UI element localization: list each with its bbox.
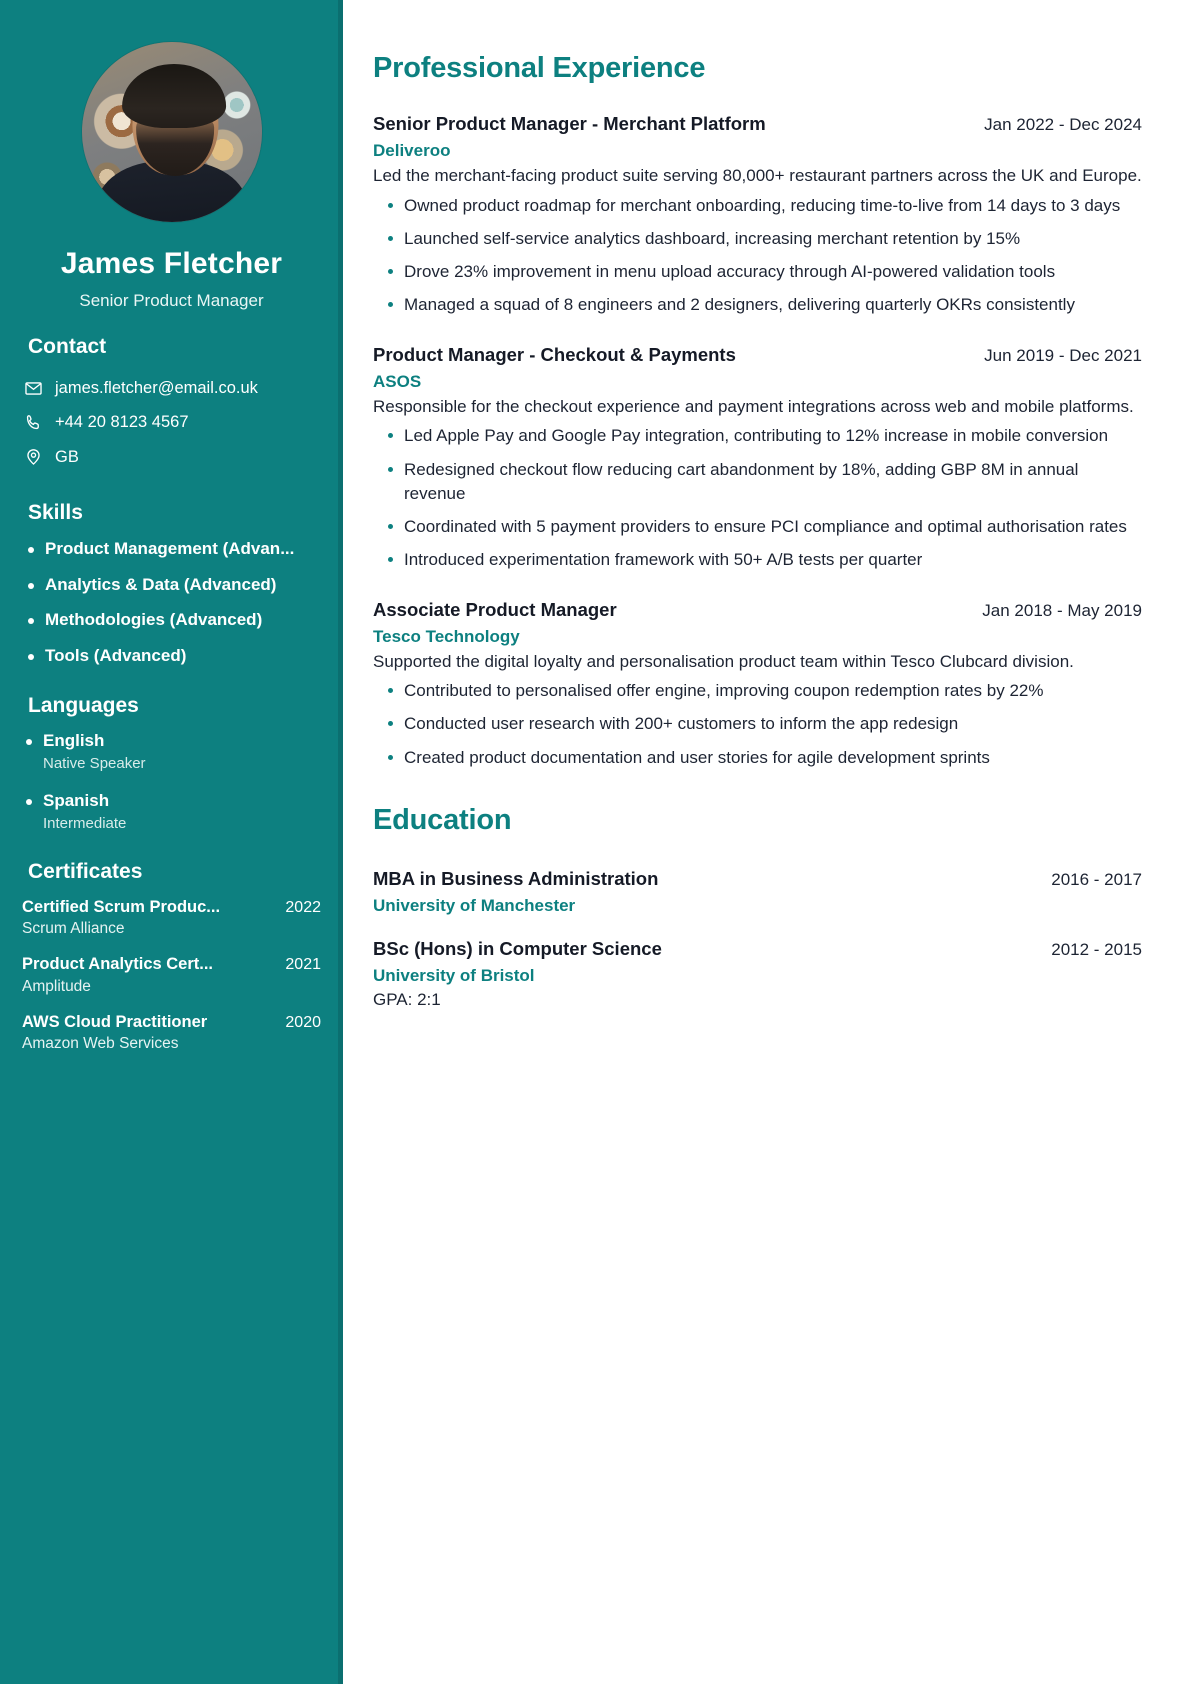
certificate-year: 2022	[285, 898, 321, 916]
contact-location	[22, 440, 321, 474]
languages-list	[22, 730, 321, 833]
job-bullet: Redesigned checkout flow reducing cart abandonment by 18%, adding GBP 8M in annual revenue	[373, 458, 1142, 506]
contact-location-value: GB	[55, 447, 79, 466]
language-name: English	[43, 731, 105, 751]
job-title: Senior Product Manager - Merchant Platform	[373, 113, 766, 135]
certificate-year: 2020	[285, 1013, 321, 1031]
degree-institution: University of Bristol	[373, 966, 535, 986]
skill-item: Methodologies (Advanced)	[24, 608, 321, 631]
contact-heading: Contact	[28, 335, 107, 358]
skill-item: Product Management (Advan...	[24, 537, 321, 560]
job-company: ASOS	[373, 372, 422, 392]
experience-entry	[373, 598, 1142, 770]
job-date-range: Jan 2022 - Dec 2024	[984, 115, 1142, 135]
main-content	[343, 0, 1190, 1684]
certificate-header	[22, 1012, 321, 1033]
certificate-header	[22, 954, 321, 975]
contact-email-value: james.fletcher@email.co.uk	[55, 379, 258, 398]
job-bullet: Launched self-service analytics dashboard, increasing merchant retention by 15%	[373, 227, 1142, 251]
experience-entry-header	[373, 343, 1142, 367]
certificate-name: AWS Cloud Practitioner	[22, 1012, 208, 1031]
language-level: Intermediate	[43, 814, 127, 832]
avatar	[82, 42, 262, 222]
job-title: Product Manager - Checkout & Payments	[373, 344, 736, 366]
job-company: Deliveroo	[373, 141, 451, 161]
envelope-icon	[24, 379, 43, 398]
candidate-role: Senior Product Manager	[79, 291, 264, 310]
job-description: Responsible for the checkout experience and payment integrations across web and mobile platforms.	[373, 397, 1134, 417]
education-entry-header	[373, 867, 1142, 891]
contact-phone[interactable]	[22, 405, 321, 439]
experience-entry-header	[373, 598, 1142, 622]
job-bullet-list	[373, 194, 1142, 318]
sidebar-edge-accent	[338, 0, 343, 1684]
language-item	[22, 790, 321, 834]
job-date-range: Jan 2018 - May 2019	[982, 601, 1142, 620]
degree-gpa: GPA: 2:1	[373, 990, 441, 1010]
certificate-issuer: Scrum Alliance	[22, 919, 125, 937]
language-name: Spanish	[43, 790, 110, 810]
degree-institution: University of Manchester	[373, 896, 576, 916]
certificate-year: 2021	[285, 956, 321, 974]
skill-item: Analytics & Data (Advanced)	[24, 573, 321, 596]
job-description: Supported the digital loyalty and personalisation product team within Tesco Clubcard division.	[373, 652, 1074, 672]
languages-heading: Languages	[28, 693, 139, 717]
sidebar	[0, 0, 343, 1684]
job-bullet: Led Apple Pay and Google Pay integration, contributing to 12% increase in mobile conversion	[373, 424, 1142, 448]
skills-list	[22, 537, 321, 667]
language-level: Native Speaker	[43, 755, 146, 773]
certificate-item	[22, 1012, 321, 1055]
job-bullet-list	[373, 679, 1142, 769]
education-entry	[373, 867, 1142, 917]
certificate-header	[22, 897, 321, 918]
education-entry-header	[373, 937, 1142, 961]
certificate-item	[22, 897, 321, 940]
experience-entry	[373, 343, 1142, 572]
certificate-name: Certified Scrum Produc...	[22, 897, 221, 916]
job-bullet: Owned product roadmap for merchant onboarding, reducing time-to-live from 14 days to 3 days	[373, 194, 1142, 218]
job-bullet: Managed a squad of 8 engineers and 2 designers, delivering quarterly OKRs consistently	[373, 293, 1142, 317]
experience-entry-header	[373, 112, 1142, 136]
experience-section-title: Professional Experience	[373, 52, 706, 84]
certificate-issuer: Amazon Web Services	[22, 1035, 179, 1053]
certificates-heading: Certificates	[28, 860, 143, 884]
contact-phone-value: +44 20 8123 4567	[55, 413, 189, 432]
job-bullet-list	[373, 424, 1142, 572]
job-bullet: Created product documentation and user stories for agile development sprints	[373, 746, 1142, 770]
job-bullet: Contributed to personalised offer engine, improving coupon redemption rates by 22%	[373, 679, 1142, 703]
certificates-list	[22, 897, 321, 1055]
job-date-range: Jun 2019 - Dec 2021	[984, 346, 1142, 366]
job-description: Led the merchant-facing product suite serving 80,000+ restaurant partners across the UK and Europe.	[373, 166, 1142, 186]
job-title: Associate Product Manager	[373, 599, 617, 620]
job-bullet: Introduced experimentation framework with 50+ A/B tests per quarter	[373, 548, 1142, 572]
certificate-item	[22, 954, 321, 997]
location-pin-icon	[24, 447, 43, 466]
profile-photo-wrapper	[22, 0, 321, 222]
degree-date-range: 2012 - 2015	[1051, 940, 1142, 960]
job-bullet: Conducted user research with 200+ customers to inform the app redesign	[373, 712, 1142, 736]
contact-email[interactable]	[22, 371, 321, 405]
education-section-title: Education	[373, 803, 512, 836]
skill-item: Tools (Advanced)	[24, 644, 321, 667]
degree-date-range: 2016 - 2017	[1051, 869, 1142, 889]
candidate-name: James Fletcher	[60, 247, 283, 280]
phone-icon	[24, 413, 43, 432]
degree-title: BSc (Hons) in Computer Science	[373, 938, 662, 960]
language-item	[22, 730, 321, 774]
degree-title: MBA in Business Administration	[373, 867, 659, 889]
job-bullet: Coordinated with 5 payment providers to ensure PCI compliance and optimal authorisation rates	[373, 515, 1142, 539]
education-entry	[373, 937, 1142, 1011]
skills-heading: Skills	[28, 500, 83, 524]
job-bullet: Drove 23% improvement in menu upload accuracy through AI-powered validation tools	[373, 260, 1142, 284]
certificate-name: Product Analytics Cert...	[22, 955, 214, 974]
job-company: Tesco Technology	[373, 627, 520, 647]
experience-entry	[373, 112, 1142, 317]
certificate-issuer: Amplitude	[22, 977, 91, 995]
